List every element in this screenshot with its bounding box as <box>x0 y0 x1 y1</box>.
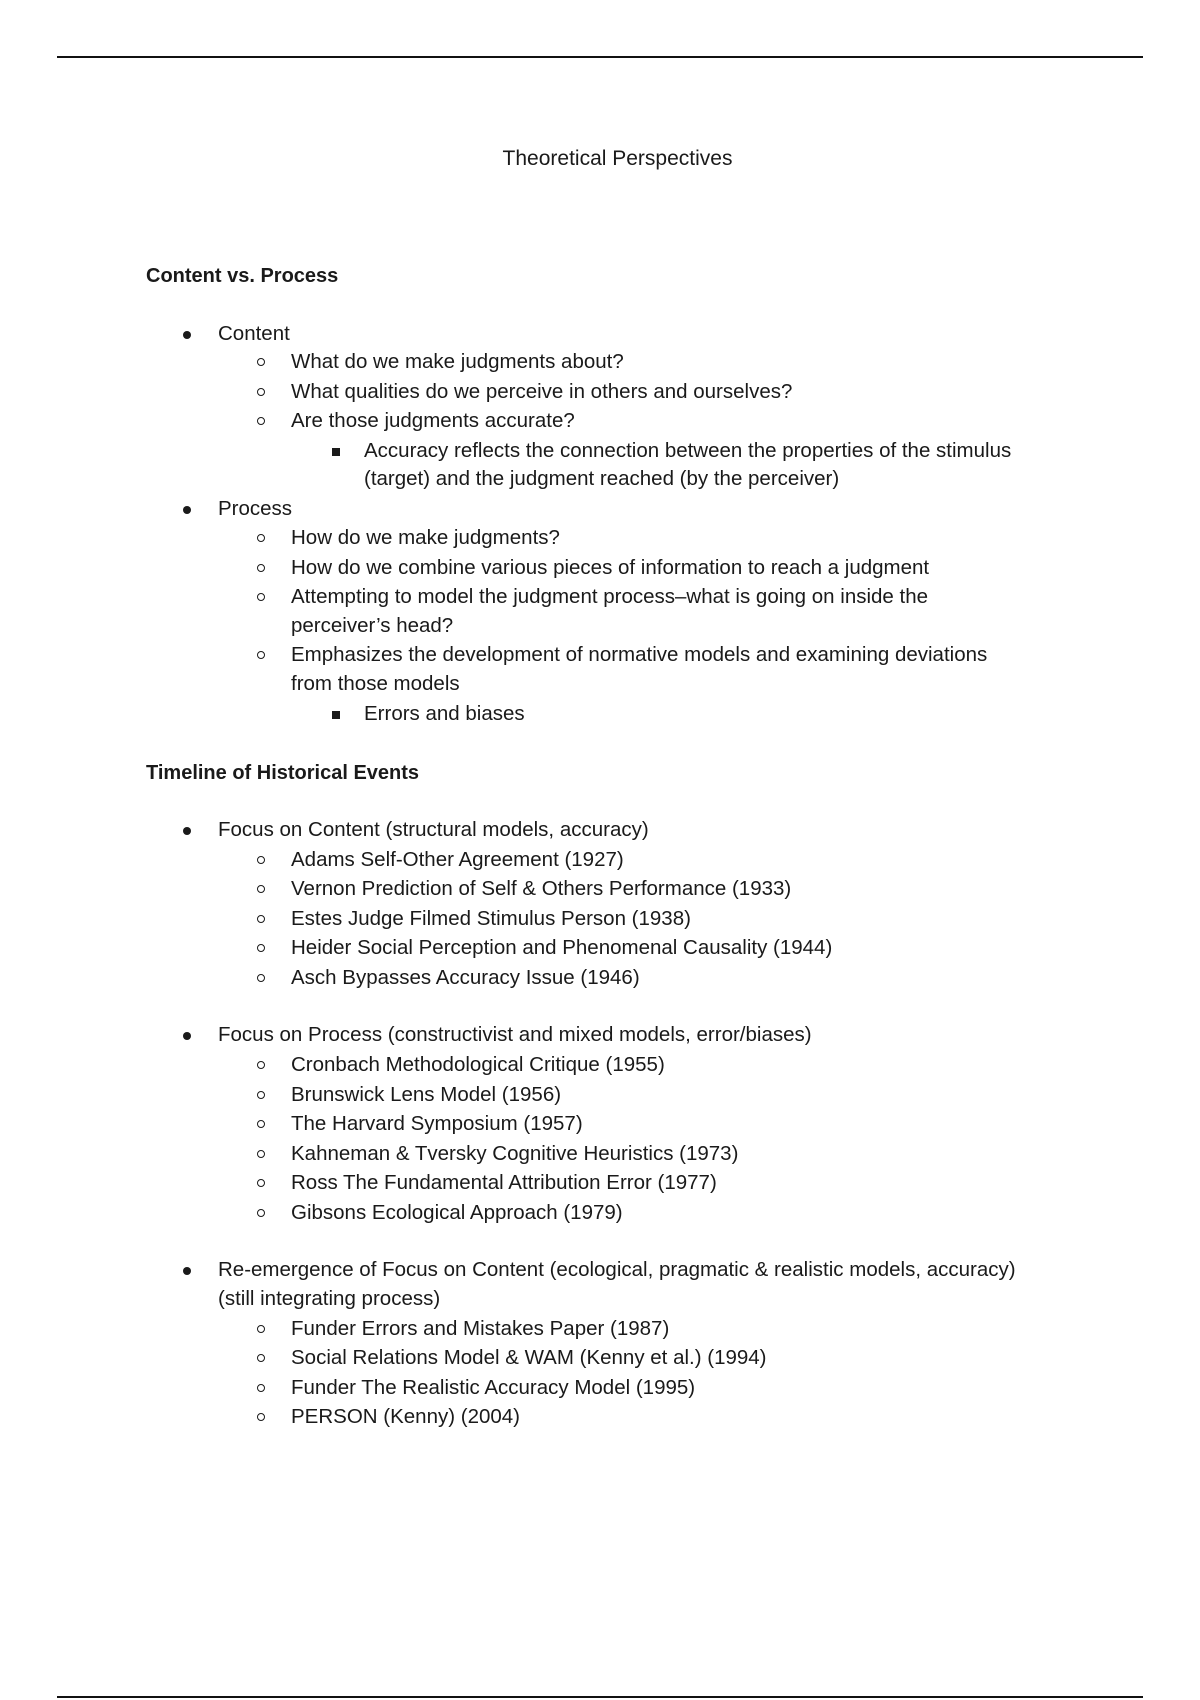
list-item: The Harvard Symposium (1957) <box>291 1112 583 1135</box>
bullet-circle <box>257 885 265 893</box>
top-rule <box>57 56 1143 58</box>
list-item-process: Process <box>218 497 293 520</box>
bullet-circle <box>257 1150 265 1158</box>
list-item: Vernon Prediction of Self & Others Performance (1933) <box>291 877 792 900</box>
bullet-circle <box>257 593 265 601</box>
bullet-circle <box>257 388 265 396</box>
page-title: Theoretical Perspectives <box>502 147 733 170</box>
section-heading-timeline: Timeline of Historical Events <box>146 762 420 784</box>
list-item: Errors and biases <box>364 702 525 725</box>
bullet-circle <box>257 1061 265 1069</box>
list-item: Emphasizes the development of normative models and examining deviations <box>291 643 988 666</box>
bullet-circle <box>257 651 265 659</box>
list-item: Estes Judge Filmed Stimulus Person (1938) <box>291 907 691 930</box>
bullet-circle <box>257 534 265 542</box>
list-item: Are those judgments accurate? <box>291 409 575 432</box>
list-item: Funder Errors and Mistakes Paper (1987) <box>291 1317 670 1340</box>
bullet-circle <box>257 1325 265 1333</box>
list-item: What do we make judgments about? <box>291 350 624 373</box>
list-item: Asch Bypasses Accuracy Issue (1946) <box>291 966 640 989</box>
bullet-dot <box>183 1267 191 1275</box>
bullet-circle <box>257 1384 265 1392</box>
bullet-circle <box>257 1354 265 1362</box>
list-item-group-content: Focus on Content (structural models, accuracy) <box>218 818 649 841</box>
bullet-circle <box>257 1209 265 1217</box>
bullet-circle <box>257 1091 265 1099</box>
list-item: Kahneman & Tversky Cognitive Heuristics (1973) <box>291 1142 739 1165</box>
list-item: Accuracy reflects the connection between the properties of the stimulus <box>364 439 1012 462</box>
bullet-circle <box>257 915 265 923</box>
section-heading-content-vs-process: Content vs. Process <box>146 265 339 287</box>
list-item: Brunswick Lens Model (1956) <box>291 1083 562 1106</box>
list-item-content: Content <box>218 322 290 345</box>
bullet-dot <box>183 506 191 514</box>
bullet-square <box>332 711 340 719</box>
list-item-continuation: from those models <box>291 672 460 695</box>
bullet-dot <box>183 1032 191 1040</box>
list-item-continuation: perceiver’s head? <box>291 614 454 637</box>
list-item-group-process: Focus on Process (constructivist and mixed models, error/biases) <box>218 1023 812 1046</box>
bullet-dot <box>183 827 191 835</box>
bullet-square <box>332 448 340 456</box>
list-item: How do we make judgments? <box>291 526 560 549</box>
bullet-circle <box>257 974 265 982</box>
list-item: Funder The Realistic Accuracy Model (1995) <box>291 1376 696 1399</box>
list-item-group-reemergence: Re-emergence of Focus on Content (ecological, pragmatic & realistic models, accuracy) <box>218 1258 1016 1281</box>
bullet-circle <box>257 1413 265 1421</box>
bullet-circle <box>257 1179 265 1187</box>
list-item: Ross The Fundamental Attribution Error (1977) <box>291 1171 717 1194</box>
bullet-circle <box>257 417 265 425</box>
bottom-rule <box>57 1696 1143 1698</box>
list-item: Adams Self-Other Agreement (1927) <box>291 848 624 871</box>
bullet-circle <box>257 944 265 952</box>
list-item: Heider Social Perception and Phenomenal Causality (1944) <box>291 936 833 959</box>
list-item: How do we combine various pieces of information to reach a judgment <box>291 556 930 579</box>
list-item: Cronbach Methodological Critique (1955) <box>291 1053 665 1076</box>
list-item-continuation: (still integrating process) <box>218 1287 441 1310</box>
bullet-circle <box>257 564 265 572</box>
list-item: PERSON (Kenny) (2004) <box>291 1405 521 1428</box>
list-item: Social Relations Model & WAM (Kenny et al.) (1994) <box>291 1346 767 1369</box>
list-item: What qualities do we perceive in others and ourselves? <box>291 380 793 403</box>
list-item-continuation: (target) and the judgment reached (by the perceiver) <box>364 467 840 490</box>
bullet-circle <box>257 358 265 366</box>
bullet-circle <box>257 1120 265 1128</box>
list-item: Attempting to model the judgment process–what is going on inside the <box>291 585 929 608</box>
bullet-circle <box>257 856 265 864</box>
bullet-dot <box>183 331 191 339</box>
list-item: Gibsons Ecological Approach (1979) <box>291 1201 623 1224</box>
